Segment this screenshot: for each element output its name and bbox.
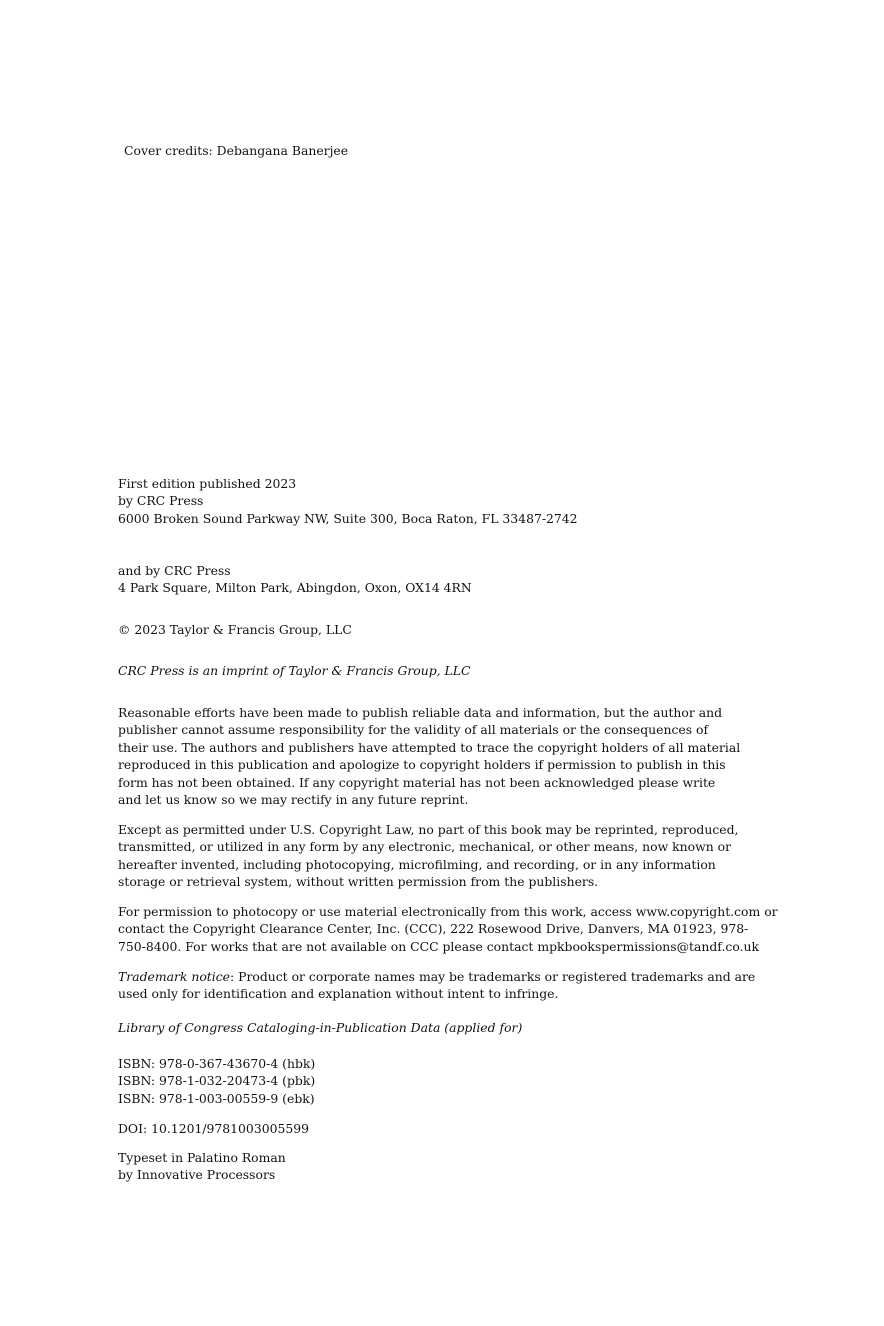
cover-credits-line: Cover credits: Debangana Banerjee (124, 143, 349, 158)
permissions-line: 750-8400. For works that are not available on CCC please contact mpkbookspermissions@tandf.co.uk (118, 938, 759, 954)
disclaimer-paragraph (118, 704, 778, 808)
copyright-law-line: Except as permitted under U.S. Copyright Law, no part of this book may be reprinted, reproduced, (118, 822, 739, 837)
uk-publisher-line: and by CRC Press (118, 563, 231, 578)
doi (118, 1120, 778, 1137)
trademark-line (118, 968, 778, 985)
copyright-line: © 2023 Taylor & Francis Group, LLC (118, 622, 352, 637)
edition-block (118, 475, 778, 527)
disclaimer-line: and let us know so we may rectify in any future reprint. (118, 792, 469, 808)
disclaimer-line: form has not been obtained. If any copyright material has not been acknowledged please write (118, 774, 716, 790)
isbn-hbk: ISBN: 978-0-367-43670-4 (hbk) (118, 1056, 316, 1071)
cataloging-data (118, 1019, 778, 1036)
disclaimer-line: reproduced in this publication and apologize to copyright holders if permission to publish in this (118, 757, 726, 773)
disclaimer-line: Reasonable efforts have been made to publish reliable data and information, but the author and (118, 705, 723, 720)
us-address-line: 6000 Broken Sound Parkway NW, Suite 300, Boca Raton, FL 33487-2742 (118, 510, 578, 526)
edition-line: First edition published 2023 (118, 476, 297, 491)
permissions-paragraph (118, 903, 778, 955)
permissions-line: contact the Copyright Clearance Center, Inc. (CCC), 222 Rosewood Drive, Danvers, MA 01923, 978- (118, 921, 749, 937)
doi-line: DOI: 10.1201/9781003005599 (118, 1121, 309, 1136)
uk-address-line: 4 Park Square, Milton Park, Abingdon, Oxon, OX14 4RN (118, 580, 472, 596)
imprint-statement (118, 662, 778, 679)
disclaimer-line: publisher cannot assume responsibility for the validity of all materials or the consequences of (118, 722, 709, 738)
isbn-ebk: ISBN: 978-1-003-00559-9 (ebk) (118, 1090, 315, 1106)
imprint-line: CRC Press is an imprint of Taylor & Francis Group, LLC (118, 663, 471, 678)
cataloging-line: Library of Congress Cataloging-in-Publication Data (applied for) (118, 1020, 523, 1035)
copyright-law-line: transmitted, or utilized in any form by any electronic, mechanical, or other means, now known or (118, 839, 732, 855)
copyright-law-line: storage or retrieval system, without written permission from the publishers. (118, 874, 599, 890)
permissions-line: For permission to photocopy or use material electronically from this work, access www.copyright.com or (118, 904, 778, 919)
isbn-block (118, 1055, 778, 1107)
trademark-notice (118, 968, 778, 1003)
copyright-notice (118, 621, 778, 638)
typeset-font-line: Typeset in Palatino Roman (118, 1150, 286, 1165)
uk-address-block (118, 562, 778, 597)
isbn-pbk: ISBN: 978-1-032-20473-4 (pbk) (118, 1073, 316, 1089)
copyright-law-line: hereafter invented, including photocopying, microfilming, and recording, or in any information (118, 856, 716, 872)
trademark-line: used only for identification and explanation without intent to infringe. (118, 986, 559, 1002)
typeset-credits (118, 1149, 778, 1184)
publisher-line: by CRC Press (118, 493, 204, 509)
typesetter-line: by Innovative Processors (118, 1167, 276, 1183)
copyright-law-paragraph (118, 821, 778, 891)
trademark-text: : Product or corporate names may be trademarks or registered trademarks and are (230, 969, 756, 984)
cover-credits (124, 142, 784, 159)
trademark-label: Trademark notice (118, 969, 230, 984)
disclaimer-line: their use. The authors and publishers have attempted to trace the copyright holders of all material (118, 739, 741, 755)
